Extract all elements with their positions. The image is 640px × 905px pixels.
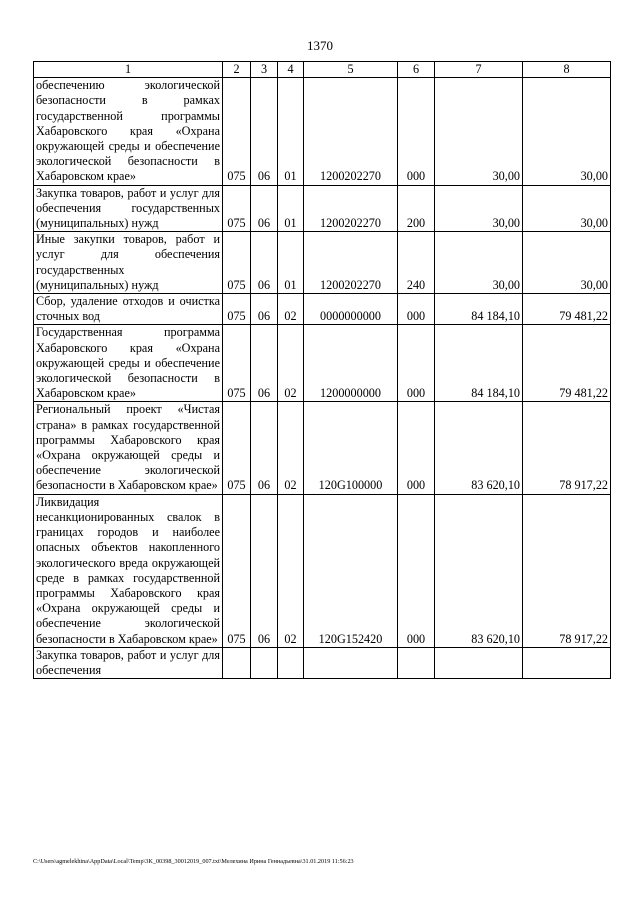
- budget-table: [33, 61, 611, 679]
- code-expense-type: [398, 647, 435, 678]
- code-target: 0000000000: [304, 294, 398, 325]
- code-section: 06: [251, 494, 278, 647]
- code-section: [251, 647, 278, 678]
- amount-year-2: 78 917,22: [523, 402, 611, 494]
- code-expense-type: 000: [398, 78, 435, 185]
- code-subsection: 02: [278, 402, 304, 494]
- header-row: [34, 62, 611, 78]
- column-header: 6: [398, 62, 435, 78]
- amount-year-2: [523, 647, 611, 678]
- code-expense-type: 240: [398, 232, 435, 294]
- code-target: [304, 647, 398, 678]
- page-number: 1370: [307, 38, 333, 53]
- code-subsection: 02: [278, 494, 304, 647]
- code-subsection: [278, 647, 304, 678]
- amount-year-1: 83 620,10: [435, 402, 523, 494]
- code-section: 06: [251, 185, 278, 232]
- row-name: обеспечению экологической безопасности в рамках государственной программы Хабаровского края «Охрана окружающей среды и обеспечение экологической безопасности в Хабаровском крае»: [34, 78, 223, 185]
- row-name: Иные закупки товаров, работ и услуг для обеспечения государственных (муниципальных) нужд: [34, 232, 223, 294]
- amount-year-2: 30,00: [523, 185, 611, 232]
- code-ministry: 075: [223, 78, 251, 185]
- row-name: Сбор, удаление отходов и очистка сточных вод: [34, 294, 223, 325]
- file-path-footer: C:\Users\agmelekhina\AppData\Local\Temp\3K_00398_30012019_007.txt\Мелехина Ирина Геннадьевна\31.01.2019 11:56:23: [33, 858, 354, 865]
- column-header: 5: [304, 62, 398, 78]
- amount-year-1: 84 184,10: [435, 294, 523, 325]
- table-row: [34, 294, 611, 325]
- code-expense-type: 000: [398, 294, 435, 325]
- code-section: 06: [251, 294, 278, 325]
- table-row: [34, 78, 611, 185]
- code-section: 06: [251, 78, 278, 185]
- code-expense-type: 000: [398, 325, 435, 402]
- row-name: Закупка товаров, работ и услуг для обеспечения государственных (муниципальных) нужд: [34, 185, 223, 232]
- code-ministry: 075: [223, 494, 251, 647]
- column-header: 1: [34, 62, 223, 78]
- code-ministry: 075: [223, 402, 251, 494]
- code-target: 1200000000: [304, 325, 398, 402]
- code-subsection: 02: [278, 325, 304, 402]
- code-ministry: 075: [223, 294, 251, 325]
- column-header: 4: [278, 62, 304, 78]
- table-row: [34, 325, 611, 402]
- code-ministry: [223, 647, 251, 678]
- code-section: 06: [251, 402, 278, 494]
- code-ministry: 075: [223, 185, 251, 232]
- table-row: [34, 494, 611, 647]
- amount-year-1: 84 184,10: [435, 325, 523, 402]
- code-target: 1200202270: [304, 78, 398, 185]
- code-subsection: 01: [278, 78, 304, 185]
- amount-year-1: 30,00: [435, 78, 523, 185]
- table-row: [34, 402, 611, 494]
- code-expense-type: 000: [398, 494, 435, 647]
- code-target: 120G152420: [304, 494, 398, 647]
- table-row: [34, 232, 611, 294]
- column-header: 7: [435, 62, 523, 78]
- amount-year-1: [435, 647, 523, 678]
- code-section: 06: [251, 232, 278, 294]
- code-section: 06: [251, 325, 278, 402]
- amount-year-2: 30,00: [523, 232, 611, 294]
- row-name: Региональный проект «Чистая страна» в рамках государственной программы Хабаровского края «Охрана окружающей среды и обеспечение экологической безопасности в Хабаровском крае»: [34, 402, 223, 494]
- row-name: Ликвидация несанкционированных свалок в границах городов и наиболее опасных объектов накопленного экологического вреда окружающей среде в рамках государственной программы Хабаровского края «Охрана окружающей среды и обеспечение экологической безопасности в Хабаровском крае»: [34, 494, 223, 647]
- column-header: 3: [251, 62, 278, 78]
- table-row: [34, 647, 611, 678]
- amount-year-1: 30,00: [435, 185, 523, 232]
- amount-year-1: 30,00: [435, 232, 523, 294]
- code-ministry: 075: [223, 325, 251, 402]
- code-expense-type: 200: [398, 185, 435, 232]
- code-subsection: 01: [278, 185, 304, 232]
- code-target: 1200202270: [304, 232, 398, 294]
- code-expense-type: 000: [398, 402, 435, 494]
- row-name: Государственная программа Хабаровского края «Охрана окружающей среды и обеспечение экологической безопасности в Хабаровском крае»: [34, 325, 223, 402]
- amount-year-2: 79 481,22: [523, 325, 611, 402]
- code-subsection: 02: [278, 294, 304, 325]
- column-header: 2: [223, 62, 251, 78]
- code-target: 120G100000: [304, 402, 398, 494]
- amount-year-2: 78 917,22: [523, 494, 611, 647]
- column-header: 8: [523, 62, 611, 78]
- row-name: Закупка товаров, работ и услуг для обеспечения: [34, 647, 223, 678]
- amount-year-2: 79 481,22: [523, 294, 611, 325]
- amount-year-2: 30,00: [523, 78, 611, 185]
- code-target: 1200202270: [304, 185, 398, 232]
- code-subsection: 01: [278, 232, 304, 294]
- code-ministry: 075: [223, 232, 251, 294]
- amount-year-1: 83 620,10: [435, 494, 523, 647]
- table-row: [34, 185, 611, 232]
